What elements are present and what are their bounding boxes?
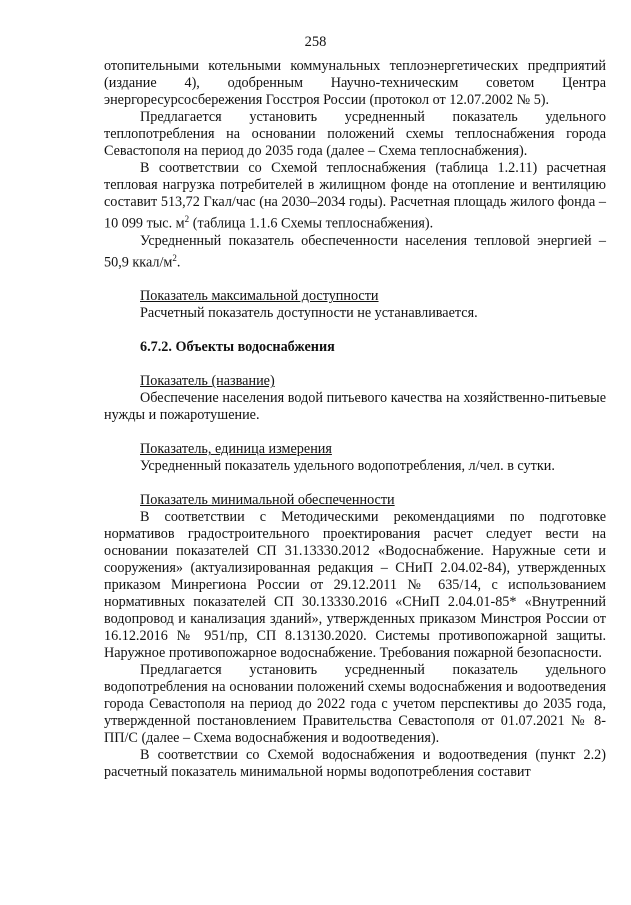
- section-title: 6.7.2. Объекты водоснабжения: [140, 339, 335, 356]
- paragraph: В соответствии с Методическими рекомендациями по подготовке нормативов градостроительного проектирования расчет следует вести на основании показателей СП 31.13330.2012 «Водоснабжение. Наружные сети и сооружения» (актуализированная редакция – СНиП 2.04.02-84), утвержденных приказом Минрегиона России от 29.12.2011 № 635/14, с использованием нормативных показателей СП 30.13330.2016 «СНиП 2.04.01-85* «Внутренний водопровод и канализация зданий», утвержденных приказом Минстроя России от 16.12.2016 № 951/пр, СП 8.13130.2020. Системы противопожарной защиты. Наружное противопожарное водоснабжение. Требования пожарной безопасности.: [104, 509, 606, 662]
- subheading-name: [104, 373, 606, 390]
- paragraph-text: .: [176, 254, 181, 271]
- paragraph: В соответствии со Схемой водоснабжения и водоотведения (пункт 2.2) расчетный показатель минимальной нормы водопотребления составит: [104, 747, 606, 781]
- paragraph: [104, 160, 606, 233]
- superscript: 2: [172, 252, 177, 263]
- document-body: [104, 58, 606, 781]
- subheading-min-provision: [104, 492, 606, 509]
- superscript: 2: [184, 214, 190, 224]
- subheading-text: Показатель (название): [140, 373, 275, 390]
- subheading-max-availability: [104, 288, 606, 305]
- paragraph: Расчетный показатель доступности не устанавливается.: [140, 305, 478, 322]
- paragraph: Обеспечение населения водой питьевого качества на хозяйственно-питьевые нужды и пожаротушение.: [104, 390, 606, 424]
- paragraph-text: (таблица 1.1.6 Схемы теплоснабжения).: [189, 215, 434, 232]
- paragraph: Предлагается установить усредненный показатель удельного водопотребления на основании положений схемы водоснабжения и водоотведения города Севастополя на период до 2022 года с учетом перспективы до 2035 года, утвержденной постановлением Правительства Севастополя от 01.07.2021 № 8-ПП/С (далее – Схема водоснабжения и водоотведения).: [104, 662, 606, 747]
- paragraph: Усредненный показатель удельного водопотребления, л/чел. в сутки.: [140, 458, 555, 475]
- subheading-text: Показатель, единица измерения: [140, 441, 332, 458]
- paragraph: [104, 233, 606, 272]
- paragraph-text: Усредненный показатель обеспеченности населения тепловой энергией – 50,9 ккал/м: [104, 232, 606, 271]
- page-number: 258: [304, 34, 327, 50]
- paragraph-text: В соответствии со Схемой теплоснабжения (таблица 1.2.11) расчетная тепловая нагрузка потребителей в жилищном фонде на отопление и вентиляцию составит 513,72 Гкал/час (на 2030–2034 годы). Расчетная площадь жилого фонда – 10 099 тыс. м: [104, 160, 606, 232]
- paragraph: отопительными котельными коммунальных теплоэнергетических предприятий (издание 4), одобренным Научно-техническим советом Центра энергоресурсосбережения Госстроя России (протокол от 12.07.2002 № 5).: [104, 58, 606, 108]
- subheading-text: Показатель минимальной обеспеченности: [140, 492, 395, 509]
- subheading-unit: [104, 441, 606, 458]
- paragraph: Предлагается установить усредненный показатель удельного теплопотребления на основании положений схемы теплоснабжения города Севастополя на период до 2035 года (далее – Схема теплоснабжения).: [104, 109, 606, 159]
- subheading-text: Показатель максимальной доступности: [140, 288, 379, 305]
